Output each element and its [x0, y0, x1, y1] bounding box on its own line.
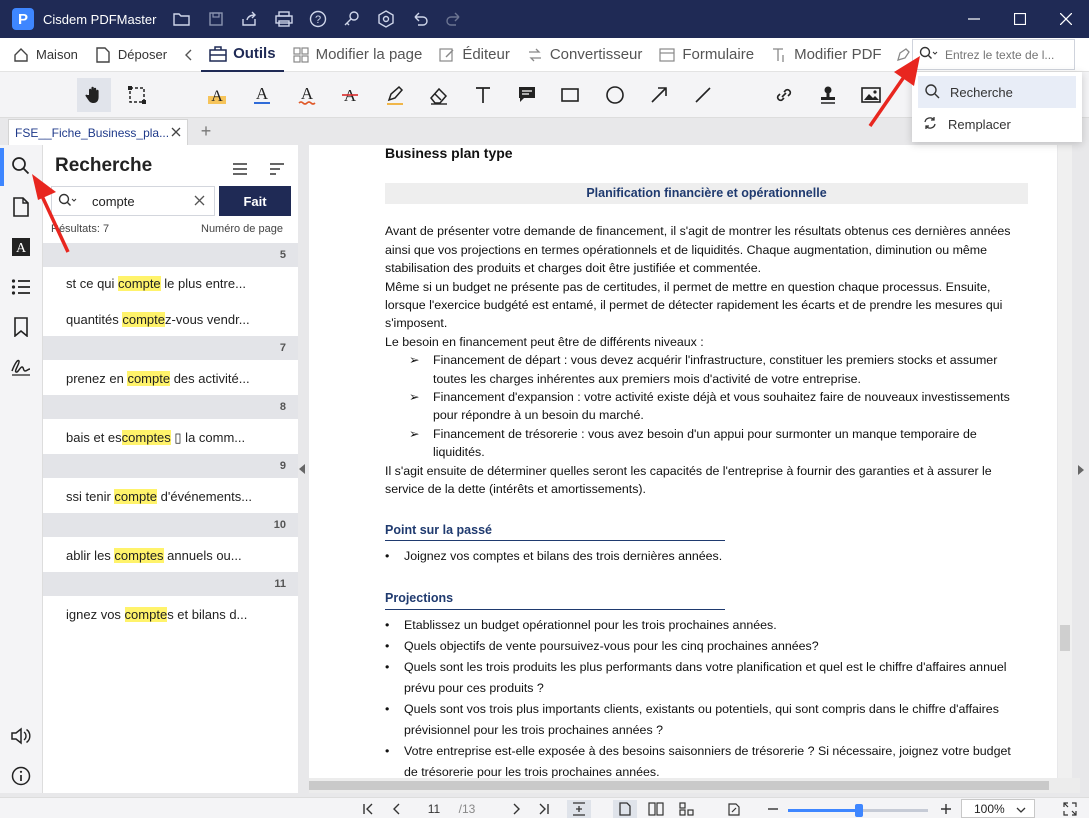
signature-icon[interactable] [8, 354, 34, 380]
search-result-item[interactable] [66, 489, 252, 504]
horizontal-scroll-thumb[interactable] [309, 781, 1049, 790]
document-content [385, 145, 1028, 778]
home-icon [12, 46, 30, 64]
tab-tools[interactable] [201, 38, 284, 72]
svg-text:A: A [255, 84, 269, 103]
scroll-left-button[interactable] [175, 38, 201, 72]
settings-icon[interactable] [372, 5, 400, 33]
bullet-item [385, 636, 1028, 657]
edit-pdf-label: Modifier PDF [794, 46, 882, 63]
status-bar [0, 797, 1089, 818]
paragraph: Même si un budget ne présente pas de certitudes, il permet de mettre en question chaque processus. Ensuite, lorsque l'exercice budgété est entamé, il permet de détecter rapidement les écarts et de prendre les mesures qui s'imposent. [385, 279, 1003, 331]
bullet-glyph: • [385, 701, 390, 716]
result-after: z-vous vendr... [165, 312, 250, 327]
bullet-glyph: • [385, 548, 390, 563]
arrow-list-item [385, 388, 1028, 425]
rotate-page-icon[interactable] [724, 800, 744, 818]
search-panel-title: Recherche [55, 155, 153, 176]
zoom-out-icon[interactable] [765, 800, 781, 818]
bullet-item [385, 699, 1028, 741]
result-page-header: 5 [43, 243, 298, 267]
squiggly-text-icon[interactable] [294, 82, 320, 108]
section-heading: Point sur la passé [385, 521, 725, 541]
tab-converter[interactable] [518, 38, 651, 72]
result-page-header: 9 [43, 454, 298, 478]
clear-search-icon[interactable] [194, 193, 214, 209]
grid-page-icon[interactable] [676, 800, 698, 818]
section-band-title: Planification financière et opérationnelle [385, 183, 1028, 204]
two-page-icon[interactable] [645, 800, 667, 818]
search-result-item[interactable] [66, 430, 245, 446]
bullet-text: Votre entreprise est-elle exposée à des besoins saisonniers de trésorerie ? Si nécessaire, joignez votre budget de trésorerie pour les trois prochaines années. [404, 743, 1011, 778]
info-icon[interactable] [8, 763, 34, 789]
result-after: des activité... [170, 371, 250, 386]
highlight-text-icon[interactable] [204, 82, 230, 108]
line-icon[interactable] [690, 82, 716, 108]
bullet-glyph: • [385, 659, 390, 674]
result-page-header: 11 [43, 572, 298, 596]
pdf-page [309, 145, 1057, 778]
expand-right-panel-icon[interactable] [1078, 465, 1084, 475]
first-page-icon[interactable] [360, 800, 376, 818]
list-view-icon[interactable] [228, 157, 252, 181]
edit-icon [438, 46, 456, 64]
bullet-text: Quels sont vos trois plus importants clients, existants ou potentiels, qui sont compris dans le chiffre d'affaires prévisionnel pour les trois prochaines années ? [404, 701, 999, 737]
search-result-item[interactable] [66, 548, 242, 563]
result-after: d'événements... [157, 489, 253, 504]
zoom-in-icon[interactable] [938, 800, 954, 818]
circle-icon[interactable] [602, 82, 628, 108]
document-icon [94, 46, 112, 64]
result-before: prenez en [66, 371, 128, 386]
bullet-text: Etablissez un budget opérationnel pour les trois prochaines années. [404, 617, 777, 632]
form-icon [658, 46, 676, 64]
editor-label: Éditeur [462, 46, 510, 63]
app-logo-icon: P [12, 8, 34, 30]
chevron-left-icon [179, 46, 197, 64]
title-bar [0, 0, 1089, 38]
fullscreen-icon[interactable] [1061, 800, 1079, 818]
rectangle-icon[interactable] [557, 82, 583, 108]
search-result-item[interactable] [66, 312, 250, 327]
zoom-level-select[interactable] [961, 799, 1035, 818]
result-before: quantités [66, 312, 123, 327]
document-tab[interactable] [8, 119, 188, 145]
bullet-glyph: • [385, 617, 390, 632]
zoom-slider[interactable] [788, 809, 928, 812]
zoom-slider-knob[interactable] [855, 804, 863, 817]
result-after: ▯ la comm... [170, 430, 246, 445]
menu-item-replace-label: Remplacer [948, 116, 1011, 132]
result-match: compte [124, 607, 168, 622]
bullet-item [385, 657, 1028, 699]
bullet-glyph: • [385, 743, 390, 758]
convert-icon [526, 46, 544, 64]
text-box-icon[interactable] [470, 82, 496, 108]
save-icon[interactable] [202, 5, 230, 33]
bullet-glyph: • [385, 638, 390, 653]
vertical-scrollbar[interactable] [1058, 145, 1072, 778]
rail-active-indicator [0, 148, 4, 186]
open-folder-icon[interactable] [168, 5, 196, 33]
menu-item-replace[interactable] [912, 108, 1082, 140]
panel-splitter[interactable] [298, 145, 309, 793]
outline-icon[interactable] [8, 274, 34, 300]
tools-label: Outils [233, 45, 276, 62]
next-page-icon[interactable] [509, 800, 525, 818]
fit-width-icon[interactable] [567, 800, 591, 818]
horizontal-scrollbar[interactable] [309, 778, 1080, 793]
result-match: comptes [121, 430, 171, 445]
close-icon[interactable] [1043, 0, 1089, 38]
arrow-list-text: Financement de trésorerie : vous avez besoin d'un appui pour surmonter un manque temporaire de liquidités. [433, 426, 977, 460]
red-arrow-annotation-left [28, 170, 74, 256]
print-icon[interactable] [270, 5, 298, 33]
pen-icon[interactable] [382, 82, 408, 108]
document-tab-label: FSE__Fiche_Business_pla... [15, 125, 170, 140]
menu-item-search[interactable] [918, 76, 1076, 108]
underline-text-icon[interactable] [249, 82, 275, 108]
share-icon[interactable] [236, 5, 264, 33]
results-count: Résultats: 7 [51, 223, 110, 235]
result-before: st ce qui [66, 276, 119, 291]
search-result-item[interactable] [66, 371, 250, 386]
app-title: Cisdem PDFMaster [43, 11, 157, 27]
top-search-box[interactable] [912, 39, 1075, 70]
arrow-bullet-icon: ➢ [409, 426, 420, 441]
search-icon [924, 83, 940, 102]
select-area-icon[interactable] [124, 82, 150, 108]
add-tab-icon[interactable]: + [200, 120, 212, 141]
result-match: compte [127, 371, 171, 386]
maximize-icon[interactable] [997, 0, 1043, 38]
arrow-icon[interactable] [646, 82, 672, 108]
zoom-slider-fill [788, 809, 859, 812]
current-page-field[interactable]: 11 [427, 802, 441, 816]
tab-edit-page[interactable] [284, 38, 431, 72]
vertical-scroll-thumb[interactable] [1060, 625, 1070, 651]
result-before: ablir les [66, 548, 115, 563]
page-number-header: Numéro de page [201, 223, 283, 235]
top-search-input[interactable] [945, 48, 1065, 62]
tab-editor[interactable] [430, 38, 518, 72]
home-button[interactable] [0, 38, 86, 72]
done-button[interactable]: Fait [219, 186, 291, 216]
grid-icon [292, 46, 310, 64]
result-after: le plus entre... [160, 276, 246, 291]
toolbox-icon [209, 45, 227, 63]
home-label: Maison [36, 47, 78, 62]
result-after: s et bilans d... [167, 607, 248, 622]
search-result-item[interactable] [66, 607, 247, 622]
arrow-list-item [385, 351, 1028, 388]
panel-search-value: compte [92, 193, 135, 209]
search-panel [43, 145, 298, 793]
link-icon[interactable] [771, 82, 797, 108]
bullet-item [385, 741, 1028, 778]
previous-page-icon[interactable] [388, 800, 404, 818]
document-heading: Business plan type [385, 145, 513, 161]
paragraph: Il s'agit ensuite de déterminer quelles seront les capacités de l'entreprise à fournir des garanties et à assurer le service de la dette (intérêts et amortissements). [385, 463, 992, 497]
collapse-panel-icon[interactable] [299, 464, 305, 474]
arrow-bullet-icon: ➢ [409, 390, 420, 405]
svg-text:A: A [211, 88, 223, 105]
svg-text:?: ? [315, 14, 322, 26]
result-match: compte [122, 312, 166, 327]
paragraph: Le besoin en financement peut être de différents niveaux : [385, 334, 704, 349]
result-before: ignez vos [66, 607, 125, 622]
paragraph: Avant de présenter votre demande de financement, il s'agit de montrer les résultats obtenus ces dernières années ainsi que vos projections en termes opérationnels et de liquidités. Chaque augmentation, diminution ou même stabilisation des produits et charges doit être justifiée et commentée. [385, 224, 1011, 276]
result-page-header: 7 [43, 336, 298, 360]
hand-tool-icon[interactable] [77, 78, 111, 112]
minimize-icon[interactable] [951, 0, 997, 38]
search-mode-dropdown [912, 72, 1082, 142]
comment-icon[interactable] [514, 82, 540, 108]
key-icon[interactable] [338, 5, 366, 33]
chevron-down-icon [1016, 804, 1026, 818]
red-arrow-annotation-right [866, 54, 926, 130]
redo-icon[interactable] [440, 5, 468, 33]
menu-item-search-label: Recherche [950, 84, 1013, 100]
result-after: annuels ou... [163, 548, 242, 563]
tab-close-icon[interactable] [171, 126, 181, 140]
arrow-list-text: Financement de départ : vous devez acquérir l'infrastructure, constituer les premiers stocks et assumer toutes les charges inhérentes aux premiers mois d'activité de votre entreprise. [433, 353, 998, 386]
form-label: Formulaire [682, 46, 755, 63]
undo-icon[interactable] [406, 5, 434, 33]
bullet-text: Quels sont les trois produits les plus performants dans votre planification et quel est le chiffre d'affaires annuel prévu pour ces produits ? [404, 659, 1007, 695]
eraser-icon[interactable] [426, 82, 452, 108]
text-cursor-icon [770, 46, 788, 64]
result-match: compte [118, 276, 161, 291]
single-page-icon[interactable] [613, 800, 637, 818]
result-match: comptes [114, 548, 164, 563]
read-aloud-icon[interactable] [8, 723, 34, 749]
svg-text:A: A [343, 86, 357, 105]
result-page-header: 8 [43, 395, 298, 419]
bookmark-icon[interactable] [8, 314, 34, 340]
total-pages: /13 [458, 802, 476, 816]
last-page-icon[interactable] [536, 800, 552, 818]
result-match: compte [114, 489, 158, 504]
svg-text:A: A [300, 84, 314, 103]
deposit-label: Déposer [117, 47, 168, 62]
panel-search-field[interactable] [51, 186, 215, 216]
sort-lines-icon[interactable] [265, 157, 289, 181]
zoom-level-value: 100% [974, 801, 1005, 816]
search-result-item[interactable] [66, 276, 246, 291]
arrow-list-text: Financement d'expansion : votre activité existe déjà et vous souhaitez faire de nouveaux investissements pour répondre à un besoin du marché. [433, 390, 1010, 423]
converter-label: Convertisseur [549, 46, 643, 63]
arrow-list-item [385, 425, 1028, 462]
result-before: bais et es [66, 430, 122, 445]
bullet-text: Joignez vos comptes et bilans des trois dernières années. [404, 548, 723, 563]
arrow-bullet-icon: ➢ [409, 353, 420, 368]
strikethrough-text-icon[interactable] [337, 82, 363, 108]
svg-text:A: A [15, 241, 27, 256]
edit-page-label: Modifier la page [315, 46, 423, 63]
stamp-icon[interactable] [815, 82, 841, 108]
section-heading: Projections [385, 589, 725, 609]
bullet-text: Quels objectifs de vente poursuivez-vous pour les cinq prochaines années? [404, 638, 819, 653]
bullet-item [385, 615, 1028, 636]
help-icon[interactable] [304, 5, 332, 33]
deposit-button[interactable] [86, 38, 175, 72]
tab-form[interactable] [650, 38, 762, 72]
result-page-header: 10 [43, 513, 298, 537]
document-viewer[interactable] [309, 145, 1080, 778]
result-before: ssi tenir [66, 489, 115, 504]
bullet-item [385, 547, 1028, 565]
